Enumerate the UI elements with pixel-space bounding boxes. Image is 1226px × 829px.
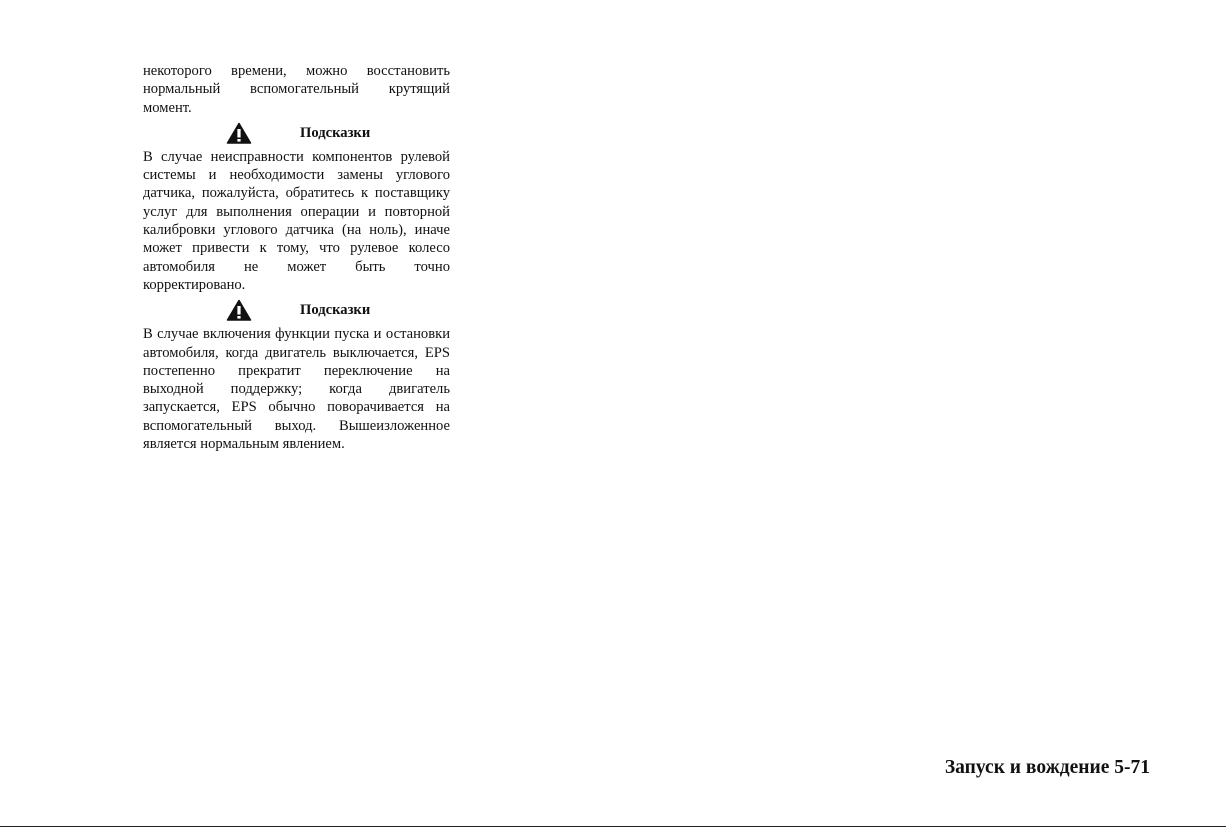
bottom-divider xyxy=(0,826,1226,827)
tips-paragraph: В случае неисправности компонентов рулевой системы и необходимости замены углового датчика, пожалуйста, обратитесь к поставщику услуг для выполнения операции и повторной калибровки углового датчика (на ноль), иначе может привести к тому, что рулевое колесо автомобиля не может быть точно корректировано. xyxy=(143,148,450,293)
intro-paragraph: некоторого времени, можно восстановить нормальный вспомогательный крутящий момент. xyxy=(143,63,450,116)
tips-header-1 xyxy=(143,124,450,144)
warning-triangle-icon xyxy=(226,299,252,321)
tips-paragraph: В случае включения функции пуска и остановки автомобиля, когда двигатель выключается, EPS постепенно прекратит переключение на выходной поддержку; когда двигатель запускается, EPS обычно поворачивается на вспомогательный выход. Вышеизложенное является нормальным явлением. xyxy=(143,326,450,453)
tips-header-2 xyxy=(143,301,450,321)
warning-triangle-icon xyxy=(226,122,252,144)
tips-label: Подсказки xyxy=(300,302,371,319)
tips-label: Подсказки xyxy=(300,124,371,141)
text-column xyxy=(143,62,450,453)
page-footer-label: Запуск и вождение 5-71 xyxy=(944,757,1150,778)
